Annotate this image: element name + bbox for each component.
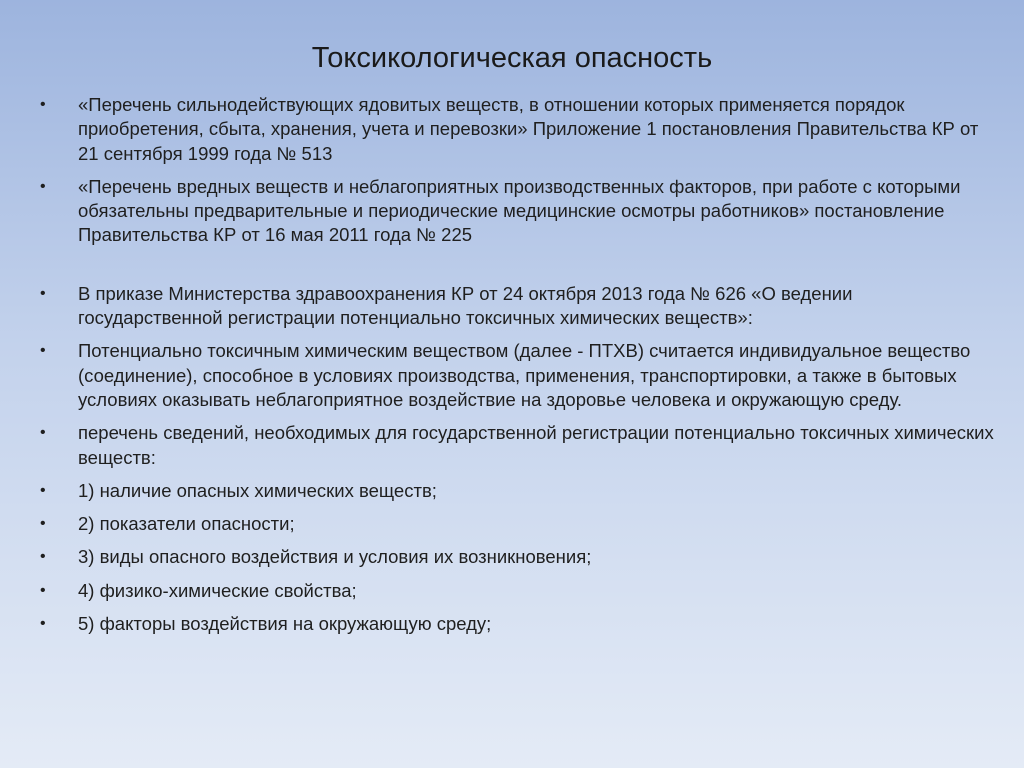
bullet-list [36,93,996,645]
bullet-icon: • [40,481,46,499]
list-item-text: перечень сведений, необходимых для государственной регистрации потенциально токсичных химических веществ: [78,422,994,468]
list-item [36,175,996,248]
slide-title: Токсикологическая опасность [311,42,713,74]
bullet-icon: • [40,96,46,113]
list-item [36,421,996,470]
bullet-icon: • [40,515,46,533]
list-item-text: «Перечень сильнодействующих ядовитых веществ, в отношении которых применяется порядок приобретения, сбыта, хранения, учета и перевозки» Приложение 1 постановления Правительства КР от 21 сентября 1999 года № 513 [78,94,979,164]
list-item [36,579,996,603]
bullet-icon: • [40,615,46,633]
list-item-text: 3) виды опасного воздействия и условия их возникновения; [78,546,592,568]
list-item-text: 5) факторы воздействия на окружающую среду; [78,613,492,635]
list-item [36,339,996,412]
list-item-text: Потенциально токсичным химическим веществом (далее - ПТХВ) считается индивидуальное вещество (соединение), способное в условиях производства, применения, транспортировки, а также в бытовых условиях оказывать неблагоприятное воздействие на здоровье человека и окружающую среду. [78,340,971,410]
list-item-text: 4) физико-химические свойства; [78,579,357,601]
list-item-text: 2) показатели опасности; [78,513,295,535]
bullet-icon: • [40,424,46,442]
list-item [36,93,996,166]
list-item [36,545,996,569]
bullet-icon: • [40,284,46,302]
bullet-icon: • [40,581,46,599]
bullet-icon: • [40,177,46,195]
list-item [36,282,996,331]
bullet-icon: • [40,548,46,566]
list-item-text: 1) наличие опасных химических веществ; [78,479,437,501]
list-item [36,479,996,503]
bullet-icon: • [40,342,46,360]
list-item-text: «Перечень вредных веществ и неблагоприятных производственных факторов, при работе с которыми обязательны предварительные и периодические медицинские осмотры работников» постановление Правительства КР от 16 мая 2011 года № 225 [78,175,961,246]
list-item [36,512,996,536]
list-item [36,612,996,636]
list-item-text: В приказе Министерства здравоохранения КР от 24 октября 2013 года № 626 «О ведении государственной регистрации потенциально токсичных химических веществ»: [78,282,853,329]
